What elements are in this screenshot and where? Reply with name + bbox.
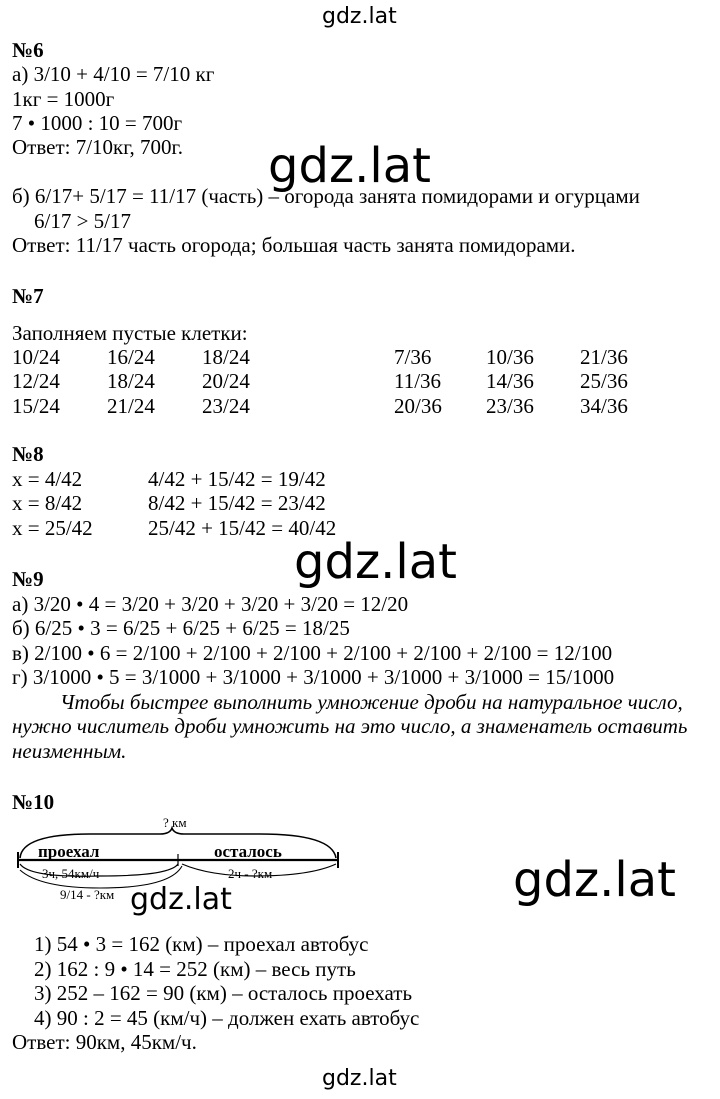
task8-x-value: x = 25/42 [12,516,93,540]
task6-line-b: б) 6/17+ 5/17 = 11/17 (часть) – огорода занята помидорами и огурцами [12,184,640,208]
task7-cell: 10/36 [486,345,534,369]
task8-heading: №8 [12,442,44,466]
task8-check: 25/42 + 15/42 = 40/42 [148,516,337,540]
task7-cell: 20/36 [394,394,442,418]
task10-heading: №10 [12,790,55,814]
watermark-top: gdz.lat [322,4,397,29]
task9-rule-line-1: Чтобы быстрее выполнить умножение дроби на натуральное число, [60,690,683,714]
task7-cell: 18/24 [107,369,155,393]
task10-answer: Ответ: 90км, 45км/ч. [12,1030,197,1054]
task7-cell: 34/36 [580,394,628,418]
diagram-fraction-note: 9/14 - ?км [60,887,115,902]
task8-x-value: x = 4/42 [12,467,83,491]
task7-intro: Заполняем пустые клетки: [12,321,248,345]
task7-cell: 18/24 [202,345,250,369]
task7-cell: 21/24 [107,394,155,418]
task6-line-a: а) 3/10 + 4/10 = 7/10 кг [12,62,215,86]
task9-rule-line-3: неизменным. [12,739,127,763]
task7-cell: 25/36 [580,369,628,393]
task7-cell: 14/36 [486,369,534,393]
task7-cell: 12/24 [12,369,60,393]
diagram-left-under: 3ч, 54км/ч [42,866,100,881]
watermark-diagram: gdz.lat [130,882,232,917]
task7-cell: 7/36 [394,345,432,369]
task7-cell: 23/24 [202,394,250,418]
watermark-mid-1: gdz.lat [268,138,431,194]
task7-heading: №7 [12,284,44,308]
task9-heading: №9 [12,567,44,591]
task8-x-value: x = 8/42 [12,491,83,515]
task7-cell: 15/24 [12,394,60,418]
task9-line-b: б) 6/25 • 3 = 6/25 + 6/25 + 6/25 = 18/25 [12,616,350,640]
task10-step-2: 2) 162 : 9 • 14 = 252 (км) – весь путь [34,957,356,981]
task6-line-calc: 7 • 1000 : 10 = 700г [12,111,183,135]
task6-line-conversion: 1кг = 1000г [12,87,115,111]
task9-line-c: в) 2/100 • 6 = 2/100 + 2/100 + 2/100 + 2/100 + 2/100 + 2/100 = 12/100 [12,641,613,665]
watermark-bottom: gdz.lat [322,1066,397,1091]
task9-line-d: г) 3/1000 • 5 = 3/1000 + 3/1000 + 3/1000 + 3/1000 + 3/1000 = 15/1000 [12,665,615,689]
task8-check: 8/42 + 15/42 = 23/42 [148,491,326,515]
task10-step-3: 3) 252 – 162 = 90 (км) – осталось проехать [34,981,413,1005]
task9-rule-line-2: нужно числитель дроби умножить на это число, а знаменатель оставить [12,714,688,738]
task7-cell: 20/24 [202,369,250,393]
task8-check: 4/42 + 15/42 = 19/42 [148,467,326,491]
watermark-right: gdz.lat [513,852,676,908]
task7-cell: 16/24 [107,345,155,369]
task9-line-a: а) 3/20 • 4 = 3/20 + 3/20 + 3/20 + 3/20 = 12/20 [12,592,409,616]
watermark-mid-2: gdz.lat [294,534,457,590]
task7-cell: 11/36 [394,369,442,393]
task7-cell: 23/36 [486,394,534,418]
task10-step-4: 4) 90 : 2 = 45 (км/ч) – должен ехать автобус [34,1006,420,1030]
diagram-left-label: проехал [38,842,100,861]
diagram-total-label: ? км [163,815,187,830]
diagram-right-under: 2ч - ?км [228,866,273,881]
task6-heading: №6 [12,38,44,62]
task6-answer-a: Ответ: 7/10кг, 700г. [12,135,183,159]
task6-answer-b: Ответ: 11/17 часть огорода; большая часть занята помидорами. [12,233,576,257]
task7-cell: 10/24 [12,345,60,369]
diagram-right-label: осталось [214,842,282,861]
task7-cell: 21/36 [580,345,628,369]
task6-compare: 6/17 > 5/17 [34,209,132,233]
task10-step-1: 1) 54 • 3 = 162 (км) – проехал автобус [34,932,369,956]
